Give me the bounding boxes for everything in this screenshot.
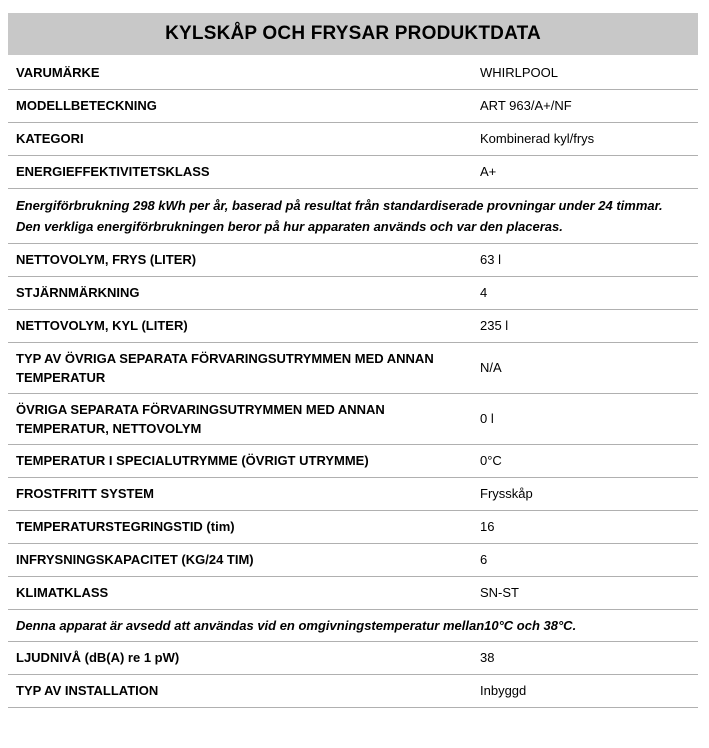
table-row xyxy=(8,56,698,89)
row-value: WHIRLPOOL xyxy=(472,56,698,89)
row-label: VARUMÄRKE xyxy=(8,56,472,89)
energy-note-row xyxy=(8,188,698,243)
climate-note-row xyxy=(8,609,698,641)
table-row xyxy=(8,309,698,342)
row-label: ÖVRIGA SEPARATA FÖRVARINGSUTRYMMEN MED ANNAN TEMPERATUR, NETTOVOLYM xyxy=(8,393,472,444)
row-label: TYP AV INSTALLATION xyxy=(8,674,472,707)
row-value: ART 963/A+/NF xyxy=(472,89,698,122)
row-value: Inbyggd xyxy=(472,674,698,707)
table-row xyxy=(8,393,698,444)
table-row xyxy=(8,444,698,477)
table-row xyxy=(8,543,698,576)
row-value: 235 l xyxy=(472,309,698,342)
spec-table xyxy=(8,56,698,708)
climate-note: Denna apparat är avsedd att användas vid en omgivningstemperatur mellan10°C och 38°C. xyxy=(8,609,698,641)
table-row xyxy=(8,674,698,707)
table-row xyxy=(8,122,698,155)
row-label: STJÄRNMÄRKNING xyxy=(8,276,472,309)
table-row xyxy=(8,510,698,543)
table-row xyxy=(8,155,698,188)
row-label: FROSTFRITT SYSTEM xyxy=(8,477,472,510)
row-label: KATEGORI xyxy=(8,122,472,155)
row-value: 4 xyxy=(472,276,698,309)
row-label: INFRYSNINGSKAPACITET (KG/24 TIM) xyxy=(8,543,472,576)
row-label: TEMPERATURSTEGRINGSTID (tim) xyxy=(8,510,472,543)
row-value: 6 xyxy=(472,543,698,576)
energy-note: Energiförbrukning 298 kWh per år, baserad på resultat från standardiserade provningar under 24 timmar. Den verkliga energiförbrukningen beror på hur apparaten används och var den placeras. xyxy=(8,188,698,243)
row-label: MODELLBETECKNING xyxy=(8,89,472,122)
row-value: 0 l xyxy=(472,393,698,444)
row-value: SN-ST xyxy=(472,576,698,609)
page-title: KYLSKÅP OCH FRYSAR PRODUKTDATA xyxy=(8,13,698,55)
row-value: N/A xyxy=(472,342,698,393)
row-label: NETTOVOLYM, FRYS (LITER) xyxy=(8,243,472,276)
table-row xyxy=(8,342,698,393)
row-value: A+ xyxy=(472,155,698,188)
row-value: 63 l xyxy=(472,243,698,276)
row-value: Frysskåp xyxy=(472,477,698,510)
row-label: ENERGIEFFEKTIVITETSKLASS xyxy=(8,155,472,188)
table-row xyxy=(8,89,698,122)
row-label: TEMPERATUR I SPECIALUTRYMME (ÖVRIGT UTRYMME) xyxy=(8,444,472,477)
table-row xyxy=(8,243,698,276)
row-label: TYP AV ÖVRIGA SEPARATA FÖRVARINGSUTRYMMEN MED ANNAN TEMPERATUR xyxy=(8,342,472,393)
table-row xyxy=(8,276,698,309)
row-value: 38 xyxy=(472,641,698,674)
table-row xyxy=(8,477,698,510)
row-value: 0°C xyxy=(472,444,698,477)
row-value: 16 xyxy=(472,510,698,543)
table-row xyxy=(8,576,698,609)
row-label: NETTOVOLYM, KYL (LITER) xyxy=(8,309,472,342)
table-row xyxy=(8,641,698,674)
row-label: KLIMATKLASS xyxy=(8,576,472,609)
row-label: LJUDNIVÅ (dB(A) re 1 pW) xyxy=(8,641,472,674)
row-value: Kombinerad kyl/frys xyxy=(472,122,698,155)
